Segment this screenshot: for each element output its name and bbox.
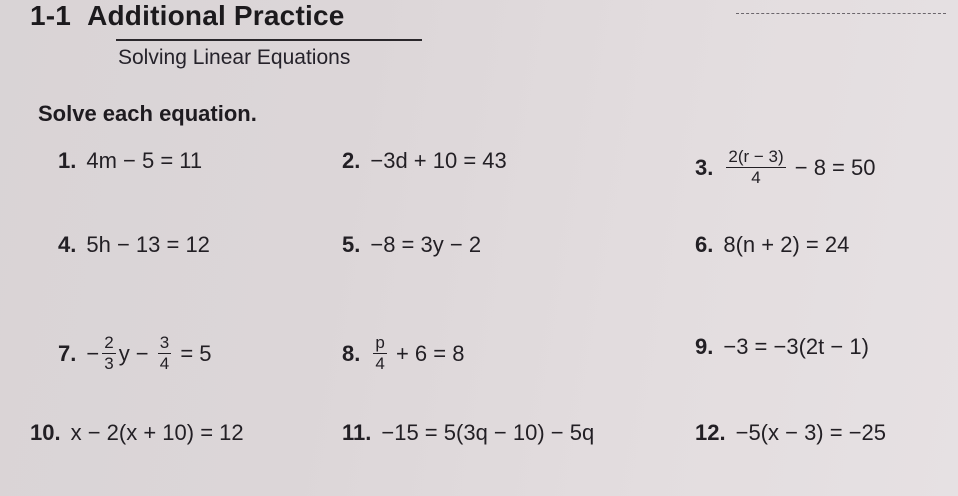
problem-12: [695, 420, 886, 446]
equation-text: 5h − 13 = 12: [86, 232, 210, 257]
problem-equation: [736, 420, 886, 446]
lesson-title: [30, 0, 345, 32]
equation-text: −: [86, 340, 100, 366]
name-line: [736, 13, 946, 14]
lesson-title-text: Additional Practice: [87, 0, 345, 31]
fraction: [158, 334, 171, 373]
equation-text: 4m − 5 = 11: [86, 148, 203, 173]
fraction-denominator: 4: [751, 168, 761, 187]
instructions: Solve each equation.: [38, 101, 257, 126]
problem-9: [695, 334, 869, 360]
problem-equation: [723, 232, 849, 258]
equation-text: y −: [118, 340, 155, 366]
equation-text: = 5: [174, 340, 212, 366]
fraction-numerator: 2(r − 3): [728, 147, 784, 166]
problem-5: [342, 232, 481, 258]
problem-number: 9.: [695, 334, 714, 359]
problem-equation: [723, 334, 869, 360]
equation-text: −15 = 5(3q − 10) − 5q: [381, 420, 595, 445]
problem-number: 6.: [695, 232, 714, 257]
problem-number: 2.: [342, 148, 361, 173]
lesson-subtitle: Solving Linear Equations: [118, 46, 351, 69]
fraction-numerator: p: [375, 333, 385, 352]
problem-number: 3.: [695, 154, 714, 180]
problem-number: 7.: [58, 340, 77, 366]
problem-4: [58, 232, 210, 258]
problem-2: [342, 148, 507, 174]
problem-1: [58, 148, 202, 174]
problem-3: [695, 148, 876, 187]
equation-text: −3d + 10 = 43: [370, 148, 507, 173]
problem-number: 8.: [342, 340, 361, 366]
equation-text: − 8 = 50: [788, 154, 876, 180]
equation-text: x − 2(x + 10) = 12: [70, 420, 244, 445]
problem-equation: [86, 232, 210, 258]
problem-equation: [370, 334, 464, 373]
fraction-numerator: 2: [104, 333, 114, 352]
problem-equation: [370, 148, 506, 174]
fraction-denominator: 4: [375, 354, 385, 373]
problem-6: [695, 232, 849, 258]
problem-equation: [86, 334, 211, 373]
problem-number: 1.: [58, 148, 77, 173]
fraction-denominator: 3: [104, 354, 114, 373]
problem-number: 5.: [342, 232, 361, 257]
problem-equation: [370, 232, 481, 258]
equation-text: −8 = 3y − 2: [370, 232, 482, 257]
equation-text: −5(x − 3) = −25: [735, 420, 887, 445]
problem-number: 11.: [342, 420, 372, 445]
equation-text: + 6 = 8: [389, 340, 465, 366]
equation-text: −3 = −3(2t − 1): [723, 334, 869, 359]
problem-equation: [723, 148, 875, 187]
problem-number: 12.: [695, 420, 726, 445]
header-rule: [116, 39, 422, 41]
equation-text: 8(n + 2) = 24: [723, 232, 850, 257]
problem-equation: [86, 148, 202, 174]
fraction-numerator: 3: [159, 333, 170, 352]
fraction: [373, 334, 386, 373]
problem-10: [30, 420, 244, 446]
problem-number: 10.: [30, 420, 61, 445]
fraction-denominator: 4: [159, 354, 170, 373]
problem-equation: [381, 420, 594, 446]
problem-8: [342, 334, 464, 373]
fraction: [726, 148, 785, 187]
problem-number: 4.: [58, 232, 77, 257]
problem-7: [58, 334, 212, 373]
problem-11: [342, 420, 594, 446]
lesson-number: 1-1: [30, 0, 72, 31]
problem-equation: [71, 420, 244, 446]
fraction: [102, 334, 115, 373]
